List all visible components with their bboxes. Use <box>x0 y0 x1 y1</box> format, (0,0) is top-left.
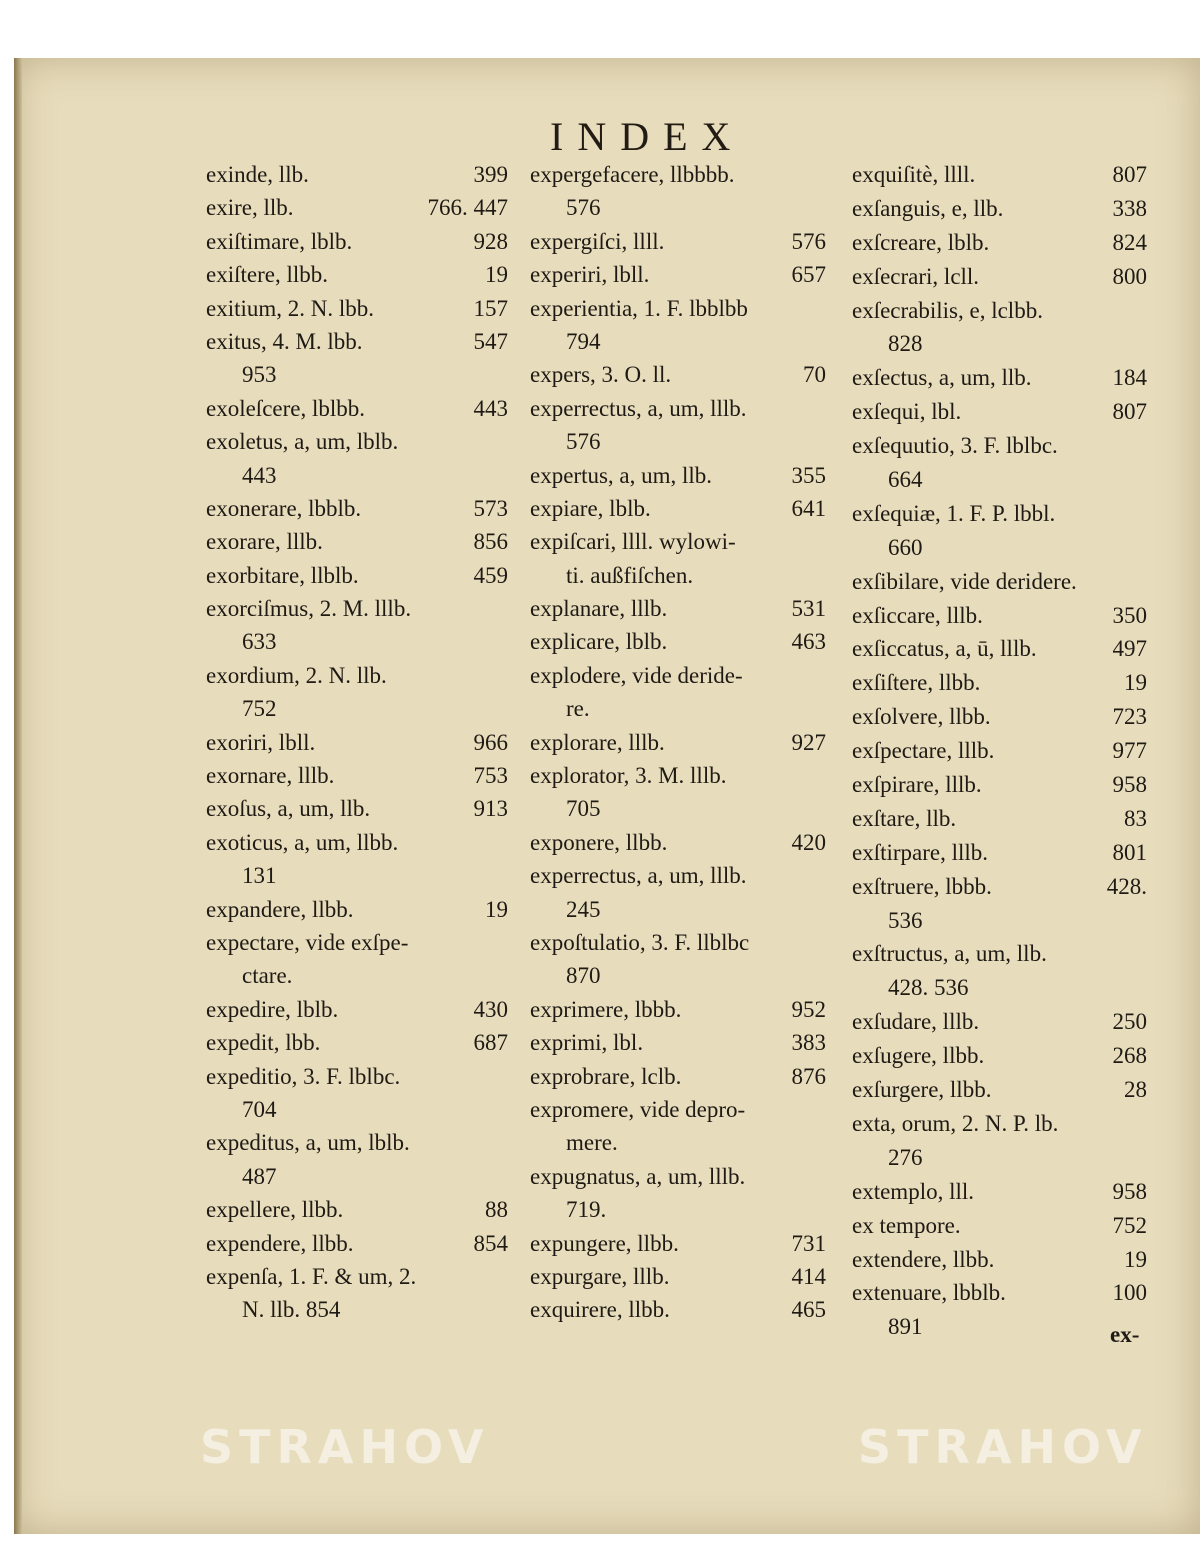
entry-term: expeditus, a, um, lblb. <box>206 1130 410 1156</box>
index-entry <box>206 926 508 959</box>
entry-term: exſolvere, llbb. <box>852 704 991 730</box>
entry-page-number: 766. 447 <box>427 195 508 221</box>
entry-page-number: 547 <box>473 328 508 354</box>
entry-term: 660 <box>888 534 923 560</box>
index-entry <box>206 692 508 725</box>
entry-term: experientia, 1. F. lbblbb <box>530 295 748 321</box>
entry-term: exprobrare, lclb. <box>530 1063 682 1089</box>
entry-page-number: 465 <box>791 1297 826 1323</box>
entry-page-number: 414 <box>791 1263 826 1289</box>
index-entry <box>852 1141 1147 1175</box>
catchword: ex- <box>1110 1322 1140 1347</box>
entry-term: 487 <box>242 1163 277 1189</box>
entry-term: ctare. <box>242 963 293 989</box>
entry-page-number: 268 <box>1112 1043 1147 1069</box>
entry-term: 953 <box>242 362 277 388</box>
index-entry <box>530 1293 826 1326</box>
index-entry <box>852 700 1147 734</box>
entry-term: exſpectare, lllb. <box>852 738 995 764</box>
index-entry <box>530 625 826 658</box>
entry-term: exſudare, lllb. <box>852 1009 980 1035</box>
entry-page-number: 28 <box>1124 1077 1147 1103</box>
entry-page-number: 807 <box>1112 399 1147 425</box>
entry-term: exoriri, lbll. <box>206 729 316 755</box>
index-entry <box>206 1293 508 1326</box>
entry-term: exſtare, llb. <box>852 805 957 831</box>
entry-page-number: 430 <box>473 996 508 1022</box>
index-column-2 <box>530 158 826 1327</box>
index-column-1 <box>206 158 508 1327</box>
index-entry <box>206 959 508 992</box>
index-entry <box>206 1260 508 1293</box>
index-entry <box>852 632 1147 666</box>
index-entry <box>852 971 1147 1005</box>
entry-page-number: 250 <box>1112 1009 1147 1035</box>
entry-term: exta, orum, 2. N. P. lb. <box>852 1110 1059 1136</box>
index-entry <box>206 1093 508 1126</box>
index-column-3 <box>852 158 1147 1344</box>
index-entry <box>206 826 508 859</box>
entry-page-number: 350 <box>1112 602 1147 628</box>
entry-page-number: 157 <box>473 295 508 321</box>
page-title: INDEX <box>550 114 745 159</box>
entry-term: expedit, lbb. <box>206 1030 321 1056</box>
entry-term: exoleſcere, lblbb. <box>206 395 366 421</box>
entry-term: exſequiæ, 1. F. P. lbbl. <box>852 500 1056 526</box>
entry-page-number: 19 <box>1124 670 1147 696</box>
index-entry <box>530 191 826 224</box>
index-entry <box>530 525 826 558</box>
index-entry <box>530 659 826 692</box>
entry-page-number: 687 <box>473 1030 508 1056</box>
entry-term: exſpirare, lllb. <box>852 772 982 798</box>
index-entry <box>530 292 826 325</box>
index-entry <box>852 666 1147 700</box>
entry-term: expiare, lblb. <box>530 495 651 521</box>
entry-term: expeditio, 3. F. lblbc. <box>206 1063 401 1089</box>
entry-page-number: 958 <box>1112 772 1147 798</box>
entry-term: expurgare, lllb. <box>530 1263 670 1289</box>
index-entry <box>530 1160 826 1193</box>
entry-term: 891 <box>888 1314 923 1340</box>
entry-page-number: 463 <box>791 629 826 655</box>
entry-term: exſibilare, vide deridere. <box>852 568 1077 594</box>
index-entry <box>852 904 1147 938</box>
page-edge <box>14 58 22 1534</box>
index-entry <box>530 158 826 191</box>
entry-page-number: 184 <box>1112 365 1147 391</box>
index-entry <box>206 659 508 692</box>
entry-page-number: 19 <box>485 262 508 288</box>
index-entry <box>852 1073 1147 1107</box>
index-entry <box>852 734 1147 768</box>
entry-page-number: 459 <box>473 562 508 588</box>
entry-term: exſugere, llbb. <box>852 1043 985 1069</box>
entry-term: exitus, 4. M. lbb. <box>206 328 363 354</box>
entry-page-number: 927 <box>791 729 826 755</box>
entry-page-number: 428. <box>1106 873 1147 899</box>
index-entry <box>852 361 1147 395</box>
index-entry <box>530 1193 826 1226</box>
entry-term: ti. außfiſchen. <box>566 562 694 588</box>
index-entry <box>206 792 508 825</box>
entry-term: extendere, llbb. <box>852 1246 995 1272</box>
entry-page-number: 966 <box>473 729 508 755</box>
index-entry <box>852 327 1147 361</box>
index-entry <box>852 1276 1147 1310</box>
index-entry <box>206 191 508 224</box>
index-entry <box>206 525 508 558</box>
entry-page-number: 443 <box>473 395 508 421</box>
entry-term: 719. <box>566 1197 607 1223</box>
entry-term: 245 <box>566 896 601 922</box>
index-entry <box>852 870 1147 904</box>
entry-term: exſtirpare, lllb. <box>852 839 989 865</box>
entry-page-number: 641 <box>791 495 826 521</box>
entry-term: exorare, lllb. <box>206 529 323 555</box>
entry-page-number: 876 <box>791 1063 826 1089</box>
entry-term: exſtruere, lbbb. <box>852 873 992 899</box>
index-entry <box>206 1160 508 1193</box>
entry-term: experiri, lbll. <box>530 262 650 288</box>
entry-page-number: 420 <box>791 829 826 855</box>
index-entry <box>530 926 826 959</box>
index-entry <box>206 1060 508 1093</box>
index-entry <box>530 692 826 725</box>
entry-term: expendere, llbb. <box>206 1230 354 1256</box>
entry-term: expers, 3. O. ll. <box>530 362 672 388</box>
entry-term: re. <box>566 696 590 722</box>
entry-term: 536 <box>888 907 923 933</box>
entry-term: exprimere, lbbb. <box>530 996 682 1022</box>
entry-page-number: 70 <box>803 362 826 388</box>
entry-term: exſiſtere, llbb. <box>852 670 981 696</box>
entry-term: exſectus, a, um, llb. <box>852 365 1032 391</box>
entry-term: exornare, lllb. <box>206 763 335 789</box>
index-entry <box>852 429 1147 463</box>
index-entry <box>852 1005 1147 1039</box>
entry-term: exordium, 2. N. llb. <box>206 662 387 688</box>
entry-term: explicare, lblb. <box>530 629 668 655</box>
index-entry <box>206 392 508 425</box>
index-entry <box>852 565 1147 599</box>
entry-term: exſanguis, e, llb. <box>852 195 1004 221</box>
entry-term: expectare, vide exſpe- <box>206 929 409 955</box>
entry-term: 828 <box>888 331 923 357</box>
entry-term: 576 <box>566 429 601 455</box>
entry-term: mere. <box>566 1130 618 1156</box>
index-entry <box>206 993 508 1026</box>
index-entry <box>206 325 508 358</box>
index-entry <box>530 959 826 992</box>
entry-term: exſequi, lbl. <box>852 399 962 425</box>
entry-page-number: 383 <box>791 1030 826 1056</box>
index-entry <box>530 492 826 525</box>
entry-page-number: 752 <box>1112 1212 1147 1238</box>
entry-term: 428. 536 <box>888 975 969 1001</box>
entry-term: exſecrabilis, e, lclbb. <box>852 297 1043 323</box>
index-entry <box>852 836 1147 870</box>
entry-term: exſequutio, 3. F. lblbc. <box>852 433 1058 459</box>
index-entry <box>206 625 508 658</box>
index-entry <box>852 1209 1147 1243</box>
entry-term: exponere, llbb. <box>530 829 668 855</box>
index-entry <box>206 1227 508 1260</box>
entry-term: exonerare, lbblb. <box>206 495 362 521</box>
entry-page-number: 355 <box>791 462 826 488</box>
index-entry <box>852 1175 1147 1209</box>
entry-term: expergefacere, llbbbb. <box>530 162 735 187</box>
index-entry <box>852 1310 1147 1344</box>
index-entry <box>852 497 1147 531</box>
index-entry <box>530 759 826 792</box>
entry-page-number: 958 <box>1112 1178 1147 1204</box>
entry-page-number: 824 <box>1112 229 1147 255</box>
index-entry <box>206 726 508 759</box>
entry-page-number: 856 <box>473 529 508 555</box>
entry-page-number: 83 <box>1124 805 1147 831</box>
entry-term: extenuare, lbblb. <box>852 1280 1006 1306</box>
entry-term: expedire, lblb. <box>206 996 339 1022</box>
index-entry <box>206 1026 508 1059</box>
index-entry <box>530 859 826 892</box>
index-entry <box>206 1126 508 1159</box>
index-entry <box>530 325 826 358</box>
entry-term: expellere, llbb. <box>206 1197 344 1223</box>
entry-term: expromere, vide depro- <box>530 1096 746 1122</box>
entry-page-number: 100 <box>1112 1280 1147 1306</box>
index-entry <box>530 392 826 425</box>
index-entry <box>852 1243 1147 1277</box>
index-entry <box>206 258 508 291</box>
index-entry <box>852 463 1147 497</box>
entry-term: exſcreare, lblb. <box>852 229 990 255</box>
index-entry <box>852 802 1147 836</box>
entry-term: exire, llb. <box>206 195 294 221</box>
entry-page-number: 928 <box>473 228 508 254</box>
library-watermark: STRAHOV <box>858 1420 1148 1474</box>
entry-term: 794 <box>566 328 601 354</box>
entry-term: explanare, lllb. <box>530 596 668 622</box>
index-entry <box>206 893 508 926</box>
entry-page-number: 19 <box>485 896 508 922</box>
index-entry <box>852 226 1147 260</box>
entry-term: explorare, lllb. <box>530 729 665 755</box>
entry-term: 131 <box>242 863 277 889</box>
entry-page-number: 801 <box>1112 839 1147 865</box>
entry-term: 704 <box>242 1096 277 1122</box>
entry-page-number: 807 <box>1112 162 1147 187</box>
entry-term: explodere, vide deride- <box>530 662 743 688</box>
entry-term: exiſtere, llbb. <box>206 262 328 288</box>
entry-term: 705 <box>566 796 601 822</box>
entry-term: exſurgere, llbb. <box>852 1077 992 1103</box>
index-entry <box>530 1227 826 1260</box>
entry-term: expoſtulatio, 3. F. llblbc <box>530 929 750 955</box>
index-entry <box>530 225 826 258</box>
entry-page-number: 531 <box>791 596 826 622</box>
index-entry <box>852 1107 1147 1141</box>
index-entry <box>206 158 508 191</box>
entry-page-number: 952 <box>791 996 826 1022</box>
index-entry <box>530 592 826 625</box>
entry-term: exitium, 2. N. lbb. <box>206 295 375 321</box>
index-entry <box>530 1260 826 1293</box>
index-entry <box>530 258 826 291</box>
index-entry <box>530 1060 826 1093</box>
entry-term: explorator, 3. M. lllb. <box>530 763 727 789</box>
index-entry <box>206 1193 508 1226</box>
entry-term: exſiccare, lllb. <box>852 602 983 628</box>
entry-page-number: 977 <box>1112 738 1147 764</box>
entry-term: 870 <box>566 963 601 989</box>
entry-term: exquirere, llbb. <box>530 1297 670 1323</box>
entry-term: exſecrari, lcll. <box>852 263 980 289</box>
entry-term: exoletus, a, um, lblb. <box>206 429 399 455</box>
index-entry <box>206 225 508 258</box>
index-entry <box>206 459 508 492</box>
entry-term: 752 <box>242 696 277 722</box>
index-entry <box>852 937 1147 971</box>
index-entry <box>852 768 1147 802</box>
entry-term: exinde, llb. <box>206 162 309 187</box>
index-entry <box>206 559 508 592</box>
entry-term: 576 <box>566 195 601 221</box>
entry-term: expiſcari, llll. wylowi- <box>530 529 736 555</box>
index-entry <box>206 759 508 792</box>
entry-page-number: 573 <box>473 495 508 521</box>
index-entry <box>852 395 1147 429</box>
index-entry <box>530 726 826 759</box>
entry-term: exprimi, lbl. <box>530 1030 644 1056</box>
entry-term: ex tempore. <box>852 1212 961 1238</box>
entry-term: exiſtimare, lblb. <box>206 228 353 254</box>
entry-page-number: 338 <box>1112 195 1147 221</box>
index-entry <box>852 260 1147 294</box>
entry-term: expenſa, 1. F. & um, 2. <box>206 1263 417 1289</box>
entry-page-number: 88 <box>485 1197 508 1223</box>
entry-term: experrectus, a, um, lllb. <box>530 863 747 889</box>
index-entry <box>852 158 1147 192</box>
entry-page-number: 723 <box>1112 704 1147 730</box>
index-entry <box>530 358 826 391</box>
entry-page-number: 800 <box>1112 263 1147 289</box>
entry-term: exorciſmus, 2. M. lllb. <box>206 596 412 622</box>
entry-page-number: 497 <box>1112 636 1147 662</box>
entry-term: 664 <box>888 467 923 493</box>
index-entry <box>206 425 508 458</box>
entry-term: exoticus, a, um, llbb. <box>206 829 399 855</box>
entry-term: exſtructus, a, um, llb. <box>852 941 1047 967</box>
entry-term: 633 <box>242 629 277 655</box>
entry-page-number: 657 <box>791 262 826 288</box>
index-entry <box>530 1026 826 1059</box>
entry-page-number: 576 <box>791 228 826 254</box>
entry-term: extemplo, lll. <box>852 1178 975 1204</box>
library-watermark: STRAHOV <box>200 1420 490 1474</box>
entry-page-number: 854 <box>473 1230 508 1256</box>
index-entry <box>530 1126 826 1159</box>
entry-page-number: 753 <box>473 763 508 789</box>
entry-term: exſiccatus, a, ū, lllb. <box>852 636 1037 662</box>
entry-term: experrectus, a, um, lllb. <box>530 395 747 421</box>
entry-term: expungere, llbb. <box>530 1230 679 1256</box>
entry-term: 443 <box>242 462 277 488</box>
index-entry <box>852 599 1147 633</box>
index-entry <box>852 294 1147 328</box>
index-entry <box>206 358 508 391</box>
index-entry <box>852 192 1147 226</box>
entry-term: exorbitare, llblb. <box>206 562 359 588</box>
index-entry <box>206 592 508 625</box>
index-entry <box>530 792 826 825</box>
entry-term: exquiſitè, llll. <box>852 162 976 187</box>
index-entry <box>206 292 508 325</box>
index-entry <box>206 492 508 525</box>
index-entry <box>530 893 826 926</box>
entry-page-number: 399 <box>473 162 508 187</box>
entry-page-number: 19 <box>1124 1246 1147 1272</box>
index-entry <box>852 1039 1147 1073</box>
entry-term: expugnatus, a, um, lllb. <box>530 1163 746 1189</box>
entry-term: expertus, a, um, llb. <box>530 462 713 488</box>
entry-term: exoſus, a, um, llb. <box>206 796 371 822</box>
index-entry <box>530 826 826 859</box>
index-entry <box>206 859 508 892</box>
index-entry <box>530 993 826 1026</box>
entry-page-number: 731 <box>791 1230 826 1256</box>
index-entry <box>530 425 826 458</box>
entry-term: expandere, llbb. <box>206 896 354 922</box>
index-entry <box>530 459 826 492</box>
entry-page-number: 913 <box>473 796 508 822</box>
entry-term: 276 <box>888 1144 923 1170</box>
index-entry <box>852 531 1147 565</box>
entry-term: N. llb. 854 <box>242 1297 341 1323</box>
index-entry <box>530 559 826 592</box>
entry-term: expergiſci, llll. <box>530 228 665 254</box>
index-entry <box>530 1093 826 1126</box>
